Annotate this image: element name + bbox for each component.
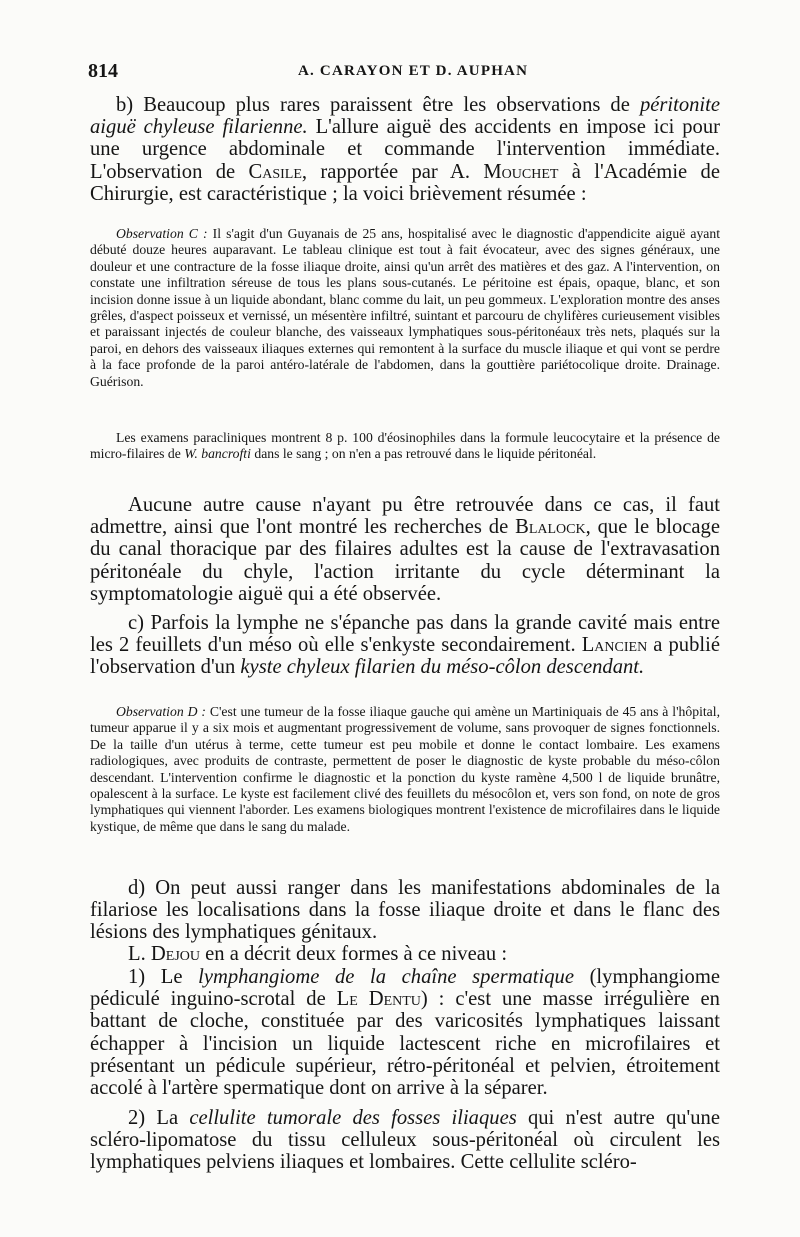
paragraph-section-c: c) Parfois la lymphe ne s'épanche pas dans la grande cavité mais entre les 2 feuillets d'un méso où elle s'enkyste secondairement. Lancien a publié l'observation d'un kyste chyleux filarien du méso-côlon descendant.: [90, 612, 721, 679]
page-number: 814: [88, 60, 118, 82]
author-dejou: Dejou: [150, 943, 200, 965]
author-casile: Casile: [248, 160, 302, 183]
observation-d: [90, 704, 720, 835]
observation-c-exams: Les examens paracliniques montrent 8 p. 100 d'éosinophiles dans la formule leucocytaire et la présence de micro-filaires de W. bancrofti dans le sang ; on n'en a pas retrouvé dans le liquide péritonéal.: [90, 430, 720, 462]
paragraph-aucune: Aucune autre cause n'ayant pu être retrouvée dans ce cas, il faut admettre, ainsi que l'ont montré les recherches de Blalock, que le blocage du canal thoracique par des filaires adultes est la cause de l'extravasation péritonéale du chyle, l'action irritante du cycle déterminant la symptomatologie aiguë qui a été observée.: [90, 494, 720, 605]
author-mouchet: Mouchet: [483, 160, 559, 183]
list-item-2-number: 2): [128, 1107, 146, 1129]
author-lancien: Lancien: [581, 634, 648, 657]
observation-c-label: Observation C :: [116, 226, 208, 241]
author-blalock: Blalock: [515, 516, 586, 539]
list-item-2-term: cellulite tumorale des fosses iliaques: [189, 1107, 517, 1129]
paragraph-dejou: L. Dejou en a décrit deux formes à ce niveau :: [128, 943, 508, 965]
section-c-label: c): [128, 612, 144, 634]
paragraph-section-d: d) On peut aussi ranger dans les manifestations abdominales de la filariose les localisations dans la fosse iliaque droite et dans le flanc des lésions des lymphatiques génitaux.: [90, 877, 720, 944]
page-header: [88, 60, 728, 88]
list-item-1: 1) Le lymphangiome de la chaîne spermatique (lymphangiome pédiculé inguino-scrotal de Le Dentu) : c'est une masse irrégulière en battant de cloche, constituée par des varicosités lymphatiques laissant échapper à l'incision un liquide lactescent riche en microfilaires et présentant un pédicule supérieur, rétro-péritonéal et pelvien, étroitement accolé à l'artère spermatique dont on arrive à la séparer.: [90, 966, 720, 1100]
author-le-dentu: Le Dentu: [336, 988, 421, 1011]
list-item-1-number: 1): [128, 966, 146, 988]
section-b-label: b): [116, 94, 134, 116]
observation-c: [90, 226, 720, 390]
list-item-1-term: lymphangiome de la chaîne spermatique: [198, 966, 574, 988]
section-b-term: péritonite aiguë chyleuse filarienne.: [90, 94, 721, 139]
observation-d-label: Observation D :: [116, 704, 206, 719]
species-name: W. bancrofti: [184, 446, 251, 462]
observation-d-body: C'est une tumeur de la fosse iliaque gauche qui amène un Martiniquais de 45 ans à l'hôpital, tumeur apparue il y a six mois et augmentant progressivement de volume, sans provoquer de signes fonctionnels. De la taille d'un utérus à terme, cette tumeur est peu mobile et donne le contact lombaire. Les examens radiologiques, avec produits de contraste, permettent de poser le diagnostic de kyste probable du méso-côlon descendant. L'intervention confirme le diagnostic et la ponction du kyste ramène 4,500 l de liquide brunâtre, opalescent à la surface. Le kyste est facilement clivé des feuillets du mésocôlon et, vers son fond, on note de gros lymphatiques qui viennent l'aborder. Les examens biologiques montrent l'existence de microfilaires dans le liquide kystique, de même que dans le sang du malade.: [90, 704, 720, 834]
list-item-2: 2) La cellulite tumorale des fosses iliaques qui n'est autre qu'une scléro-lipomatose du tissu celluleux sous-péritonéal où circulent les lymphatiques pelviens iliaques et lombaires. Cette cellulite scléro-: [90, 1107, 720, 1174]
section-d-label: d): [128, 877, 146, 899]
observation-c-body: Il s'agit d'un Guyanais de 25 ans, hospitalisé avec le diagnostic d'appendicite aiguë ayant débuté douze heures auparavant. Le tableau clinique est tout à fait évocateur, avec des signes généraux, une douleur et une contracture de la fosse iliaque droite, ainsi qu'un arrêt des matières et des gaz. A l'intervention, on constate une infiltration séreuse de tous les plans sous-cutanés. Le péritoine est épais, opaque, blanc, et son incision donne issue à un liquide abondant, blanc comme du lait, un peu gommeux. L'exploration montre des anses grêles, d'aspect poisseux et vernissé, un mésentère infiltré, suintant et parcouru de chylifères curieusement visibles et paraissant injectés de couleur blanche, des vaisseaux lymphatiques sous-péritonéaux très nets, plaqués sur la paroi, en dehors des vaisseaux iliaques externes qui remontent à la surface du muscle iliaque et qui vont se perdre à la face profonde de la paroi antéro-latérale de l'abdomen, dans la gouttière pariétocolique droite. Drainage. Guérison.: [90, 226, 721, 389]
running-head: A. CARAYON ET D. AUPHAN: [298, 63, 529, 79]
paragraph-section-b: b) Beaucoup plus rares paraissent être les observations de péritonite aiguë chyleuse filarienne. L'allure aiguë des accidents en impose ici pour une urgence abdominale et commande l'intervention immédiate. L'observation de Casile, rapportée par A. Mouchet à l'Académie de Chirurgie, est caractéristique ; la voici brièvement résumée :: [90, 94, 721, 205]
section-c-term: kyste chyleux filarien du méso-côlon descendant.: [240, 656, 645, 679]
